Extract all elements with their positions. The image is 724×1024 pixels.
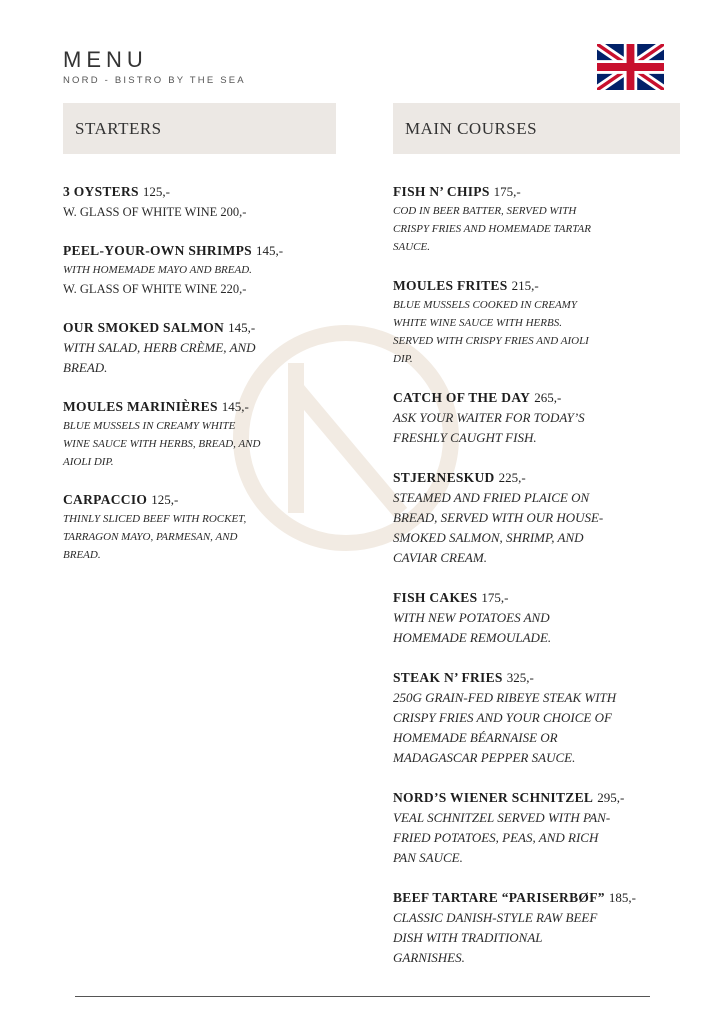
menu-item-description: CLASSIC DANISH-STYLE RAW BEEF [393,910,598,925]
menu-item-title [393,182,685,202]
menu-item-name: MOULES FRITES [393,278,508,293]
menu-item-description: CAVIAR CREAM. [393,550,487,565]
menu-item-price: 175,- [481,590,509,605]
menu-item [393,276,685,368]
menu-item-description: WITH NEW POTATOES AND [393,610,550,625]
menu-item-title [393,388,685,408]
menu-item [63,241,343,299]
menu-item-title [393,668,685,688]
menu-item-description: SMOKED SALMON, SHRIMP, AND [393,530,584,545]
menu-item-name: PEEL-YOUR-OWN SHRIMPS [63,243,252,258]
menu-item [393,888,685,968]
menu-item-description: WITH HOMEMADE MAYO AND BREAD. [63,264,252,276]
menu-item-price: 265,- [534,390,562,405]
menu-item-name: BEEF TARTARE “PARISERBØF” [393,890,605,905]
menu-item-addon: W. GLASS OF WHITE WINE 220,- [63,282,247,296]
menu-item-price: 175,- [493,184,521,199]
menu-item-price: 325,- [506,670,534,685]
menu-item-description: WITH SALAD, HERB CRÈME, AND [63,340,256,355]
menu-item-description: CRISPY FRIES AND YOUR CHOICE OF [393,710,612,725]
menu-item-title [63,182,343,202]
menu-item-name: 3 OYSTERS [63,184,139,199]
menu-item-description: TARRAGON MAYO, PARMESAN, AND [63,531,238,543]
menu-item-description: BLUE MUSSELS COOKED IN CREAMY [393,299,577,311]
menu-item-description: DIP. [393,353,413,365]
menu-item-description: MADAGASCAR PEPPER SAUCE. [393,750,576,765]
page-title: MENU [63,47,148,72]
menu-item-description: SAUCE. [393,241,430,253]
menu-item-description: AIOLI DIP. [63,456,114,468]
menu-item-description: 250G GRAIN-FED RIBEYE STEAK WITH [393,690,617,705]
uk-flag-icon[interactable] [597,44,664,90]
menu-item-name: FISH N’ CHIPS [393,184,490,199]
menu-item-description: BREAD. [63,360,108,375]
menu-item [63,490,343,564]
menu-item-description: COD IN BEER BATTER, SERVED WITH [393,205,577,217]
menu-item-description: CRISPY FRIES AND HOMEMADE TARTAR [393,223,591,235]
menu-item-description: VEAL SCHNITZEL SERVED WITH PAN- [393,810,611,825]
menu-item-description: DISH WITH TRADITIONAL [393,930,543,945]
menu-item [393,388,685,448]
menu-item-description: HOMEMADE REMOULADE. [393,630,552,645]
menu-item-title [393,276,685,296]
menu-item-description: ASK YOUR WAITER FOR TODAY’S [393,410,585,425]
menu-item-title [63,241,343,261]
menu-item-description: STEAMED AND FRIED PLAICE ON [393,490,590,505]
menu-item-price: 145,- [221,399,249,414]
menu-item [393,468,685,568]
menu-item-name: CARPACCIO [63,492,148,507]
menu-item-description: WHITE WINE SAUCE WITH HERBS. [393,317,562,329]
menu-item-description: BREAD. [63,549,101,561]
starters-list [63,182,343,564]
footer-divider [75,996,650,997]
menu-item-description: WINE SAUCE WITH HERBS, BREAD, AND [63,438,261,450]
menu-item-description: BREAD, SERVED WITH OUR HOUSE- [393,510,604,525]
menu-item-price: 125,- [142,184,170,199]
menu-item-price: 145,- [255,243,284,258]
menu-item [63,182,343,222]
menu-item-price: 225,- [498,470,526,485]
menu-item-price: 145,- [228,320,256,335]
menu-item-addon: W. GLASS OF WHITE WINE 200,- [63,205,247,219]
menu-item-title [393,888,685,908]
menu-item-title [63,490,343,510]
starters-heading: STARTERS [63,103,336,154]
menu-item [63,318,343,378]
menu-item-name: STJERNESKUD [393,470,495,485]
menu-item-name: FISH CAKES [393,590,478,605]
menu-item-description: SERVED WITH CRISPY FRIES AND AIOLI [393,335,589,347]
menu-item-price: 295,- [597,790,625,805]
menu-item-price: 125,- [151,492,179,507]
menu-item [393,588,685,648]
menu-item [393,668,685,768]
main-courses-list [393,182,685,968]
menu-item-description: BLUE MUSSELS IN CREAMY WHITE [63,420,236,432]
page-subtitle: NORD - BISTRO BY THE SEA [63,75,246,86]
menu-item-name: STEAK N’ FRIES [393,670,503,685]
menu-item-description: FRIED POTATOES, PEAS, AND RICH [393,830,599,845]
menu-item [393,182,685,256]
menu-item-title [393,788,685,808]
menu-item-description: FRESHLY CAUGHT FISH. [393,430,537,445]
menu-item-description: GARNISHES. [393,950,465,965]
menu-item-name: MOULES MARINIÈRES [63,399,218,414]
menu-item-title [63,318,343,338]
main-courses-heading: MAIN COURSES [393,103,680,154]
menu-item-price: 185,- [608,890,636,905]
menu-item-name: CATCH OF THE DAY [393,390,531,405]
menu-item [63,397,343,471]
menu-item-description: PAN SAUCE. [393,850,463,865]
menu-item-price: 215,- [511,278,539,293]
menu-item-description: HOMEMADE BÉARNAISE OR [393,730,558,745]
menu-item [393,788,685,868]
menu-item-name: OUR SMOKED SALMON [63,320,225,335]
menu-item-title [393,588,685,608]
menu-item-description: THINLY SLICED BEEF WITH ROCKET, [63,513,247,525]
menu-item-title [63,397,343,417]
menu-item-title [393,468,685,488]
menu-item-name: NORD’S WIENER SCHNITZEL [393,790,594,805]
